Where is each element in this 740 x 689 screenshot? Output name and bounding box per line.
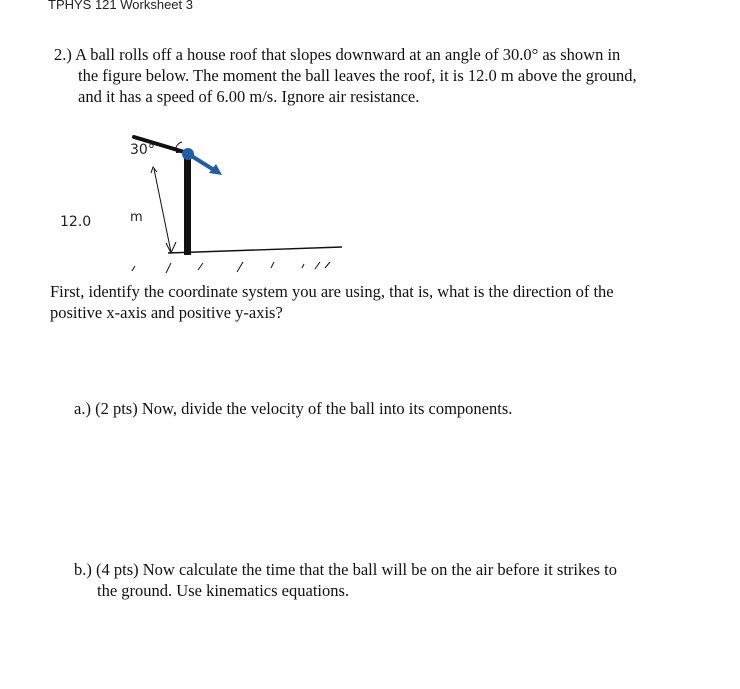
problem-line-2: the figure below. The moment the ball leaves the roof, it is 12.0 m above the ground, — [78, 66, 637, 85]
part-b-question — [74, 559, 694, 601]
ground-hatching — [132, 262, 330, 273]
problem-line-3: and it has a speed of 6.00 m/s. Ignore air resistance. — [78, 87, 420, 106]
coordinate-question-line-2: positive x-axis and positive y-axis? — [50, 303, 283, 322]
problem-line-1: 2.) A ball rolls off a house roof that slopes downward at an angle of 30.0° as shown in — [54, 45, 621, 64]
problem-statement — [54, 44, 694, 107]
part-b-line-2: the ground. Use kinematics equations. — [97, 581, 350, 600]
part-a-question: a.) (2 pts) Now, divide the velocity of the ball into its components. — [74, 399, 513, 418]
part-b-line-1: b.) (4 pts) Now calculate the time that the ball will be on the air before it strikes to — [74, 560, 617, 579]
roof-figure — [50, 125, 360, 275]
house-wall — [184, 151, 191, 255]
height-value: 12.0 — [60, 214, 92, 230]
angle-label: 30° — [130, 142, 155, 158]
worksheet-header: TPHYS 121 Worksheet 3 — [48, 0, 193, 12]
height-arrow — [151, 167, 176, 253]
ground-line — [168, 247, 342, 253]
coordinate-question-line-1: First, identify the coordinate system you are using, that is, what is the direction of the — [50, 282, 614, 301]
height-unit: m — [130, 210, 143, 225]
velocity-arrow — [190, 155, 222, 175]
coordinate-question — [50, 281, 690, 323]
